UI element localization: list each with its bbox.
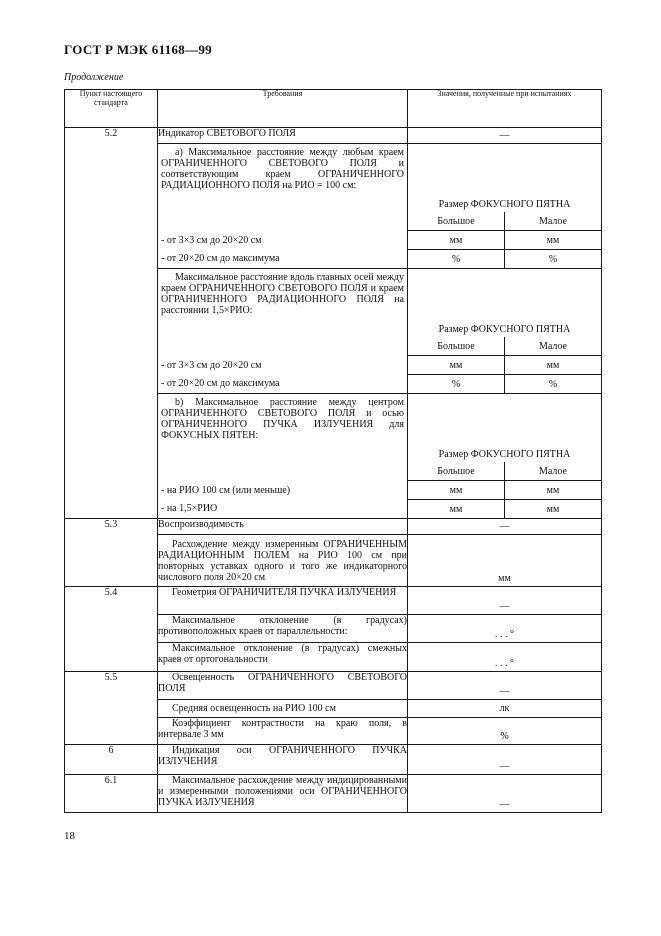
requirement-text: b) Максимальное расстояние между центром ОГРАНИЧЕННОГО СВЕТОВОГО ПОЛЯ и осью ОГРАНИЧЕННОГО ПУЧКА ИЗЛУЧЕНИЯ для ФОКУСНЫХ ПЯТЕН: [161, 397, 404, 441]
result-value: % [505, 250, 602, 269]
requirement-title: Воспроизводимость [158, 519, 408, 535]
requirement-title: Индикатор СВЕТОВОГО ПОЛЯ [158, 128, 408, 144]
result-value: мм [505, 481, 602, 500]
dash-value: — [408, 775, 602, 813]
dash-value: — [499, 521, 510, 532]
result-subtable [408, 212, 601, 268]
table-row [65, 587, 602, 615]
requirement-text: Максимальное отклонение (в градусах) противоположных краев от параллельности: [158, 615, 408, 643]
col-header-results: Значения, полученные при испытаниях [408, 90, 602, 128]
requirement-subitem: - от 3×3 см до 20×20 см [161, 235, 262, 246]
large-label: Большое [408, 462, 505, 481]
requirement-text: Максимальное расстояние вдоль главных осей между краем ОГРАНИЧЕННОГО СВЕТОВОГО ПОЛЯ и краем ОГРАНИЧЕННОГО РАДИАЦИОННОГО ПОЛЯ на расстоянии 1,5×РИО: [161, 272, 404, 316]
large-label: Большое [408, 337, 505, 356]
result-value: . . . ° [408, 615, 602, 643]
large-label: Большое [408, 212, 505, 231]
result-value: мм [408, 356, 505, 375]
table-row [65, 128, 602, 144]
requirement-title: Индикация оси ОГРАНИЧЕННОГО ПУЧКА ИЗЛУЧЕНИЯ [158, 745, 408, 775]
small-label: Малое [505, 337, 602, 356]
dash-value: — [408, 672, 602, 700]
result-subtable [408, 337, 601, 393]
clause-number: 5.3 [65, 519, 158, 587]
table-row [65, 775, 602, 813]
clause-number: 5.4 [65, 587, 158, 672]
table-header-row [65, 90, 602, 128]
requirement-subitem: - от 3×3 см до 20×20 см [161, 360, 262, 371]
result-value: мм [505, 231, 602, 250]
document-header: ГОСТ Р МЭК 61168—99 [64, 42, 212, 57]
result-value: . . . ° [408, 643, 602, 672]
result-value: мм [408, 535, 602, 587]
clause-number: 6 [65, 745, 158, 775]
table-row [65, 519, 602, 535]
dash-value: — [408, 587, 602, 615]
requirement-subitem: - на РИО 100 см (или меньше) [161, 485, 291, 496]
requirement-text: Средняя освещенность на РИО 100 см [158, 700, 408, 718]
focus-size-label: Размер ФОКУСНОГО ПЯТНА [438, 449, 571, 460]
col-header-clause: Пункт настоящего стандарта [65, 90, 158, 128]
result-value: лк [408, 700, 602, 718]
dash-value: — [499, 130, 510, 141]
result-value: % [408, 250, 505, 269]
result-value: мм [408, 231, 505, 250]
result-subtable [408, 462, 601, 518]
col-header-requirements: Требования [158, 90, 408, 128]
focus-size-label: Размер ФОКУСНОГО ПЯТНА [438, 324, 571, 335]
dash-value: — [408, 745, 602, 775]
requirement-subitem: - на 1,5×РИО [161, 503, 218, 514]
requirement-text: Расхождение между измеренным ОГРАНИЧЕННЫМ РАДИАЦИОННЫМ ПОЛЕМ на РИО 100 см при повторных уставках одного и того же индикаторного числового поля 20×20 см [158, 535, 408, 587]
result-value: мм [408, 500, 505, 519]
result-value: % [408, 375, 505, 394]
result-value: мм [408, 481, 505, 500]
result-value [408, 128, 602, 144]
requirement-subitem: - от 20×20 см до максимума [161, 378, 280, 389]
result-value: % [408, 718, 602, 745]
requirement-text: Коэффициент контрастности на краю поля, в интервале 3 мм [158, 718, 408, 745]
focus-size-label: Размер ФОКУСНОГО ПЯТНА [438, 199, 571, 210]
result-value: % [505, 375, 602, 394]
small-label: Малое [505, 212, 602, 231]
requirement-subitem: - от 20×20 см до максимума [161, 253, 280, 264]
requirement-text: Максимальное отклонение (в градусах) смежных краев от ортогональности [158, 643, 408, 672]
small-label: Малое [505, 462, 602, 481]
requirement-title: Освещенность ОГРАНИЧЕННОГО СВЕТОВОГО ПОЛЯ [158, 672, 408, 700]
clause-number: 5.2 [65, 128, 158, 519]
requirement-title: Геометрия ОГРАНИЧИТЕЛЯ ПУЧКА ИЗЛУЧЕНИЯ [158, 587, 408, 615]
clause-number: 5.5 [65, 672, 158, 745]
continuation-label: Продолжение [64, 72, 124, 83]
table-row [65, 672, 602, 700]
requirement-text: Максимальное расхождение между индицированными и измеренными положениями оси ОГРАНИЧЕННОГО ПУЧКА ИЗЛУЧЕНИЯ [158, 775, 408, 813]
page-number: 18 [64, 830, 75, 842]
requirements-table [64, 89, 602, 813]
clause-number: 6.1 [65, 775, 158, 813]
result-value: мм [505, 356, 602, 375]
result-value: мм [505, 500, 602, 519]
requirement-text: а) Максимальное расстояние между любым краем ОГРАНИЧЕННОГО СВЕТОВОГО ПОЛЯ и соответствующим краем ОГРАНИЧЕННОГО РАДИАЦИОННОГО ПОЛЯ на РИО = 100 см: [161, 147, 404, 191]
table-row [65, 745, 602, 775]
